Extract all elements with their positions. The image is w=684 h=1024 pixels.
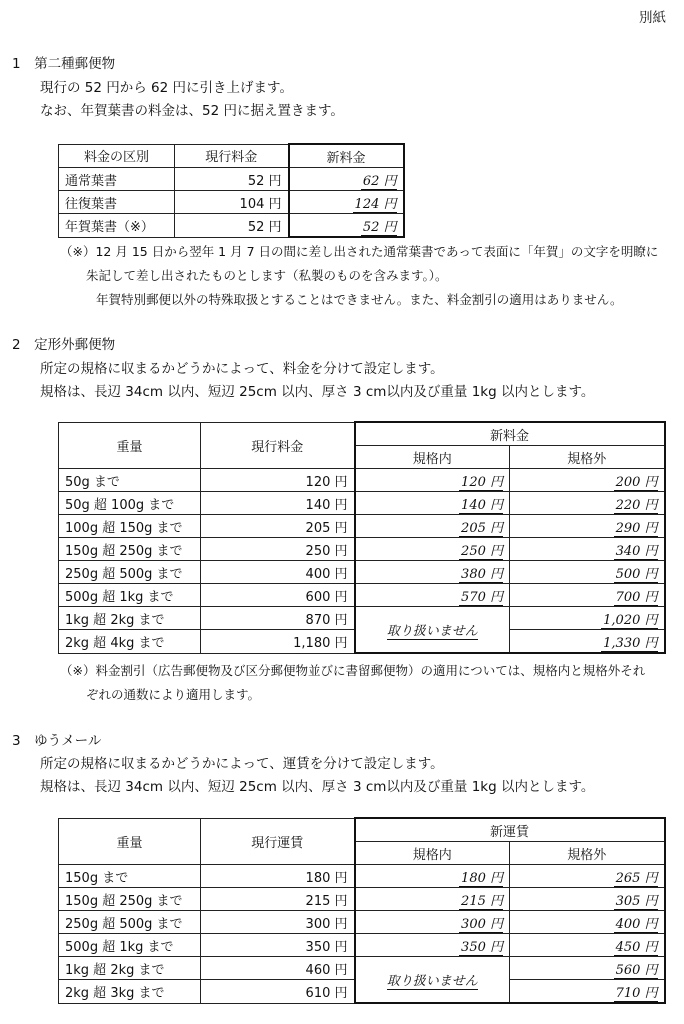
within-rate: 380 円 — [355, 561, 510, 584]
section2-note2: ぞれの通数により適用します。 — [86, 687, 261, 702]
current-rate: 52 円 — [175, 214, 289, 238]
current-rate: 400 円 — [201, 561, 355, 584]
section2-heading: 2 定形外郵便物 — [12, 337, 116, 353]
within-rate: 180 円 — [355, 865, 510, 888]
table-row — [59, 934, 665, 957]
row-label: 年賀葉書（※） — [59, 214, 175, 238]
yu-mail-table — [58, 817, 666, 1004]
row-label: 往復葉書 — [59, 191, 175, 214]
weight-cell: 250g 超 500g まで — [59, 561, 201, 584]
table-row — [59, 168, 404, 191]
table-row — [59, 515, 665, 538]
weight-cell: 500g 超 1kg まで — [59, 934, 201, 957]
current-rate: 460 円 — [201, 957, 355, 980]
table-row — [59, 888, 665, 911]
section3-line1: 所定の規格に収まるかどうかによって、運賃を分けて設定します。 — [40, 756, 444, 772]
new-rate: 52 円 — [289, 214, 404, 238]
current-rate: 610 円 — [201, 980, 355, 1004]
outside-rate: 500 円 — [510, 561, 665, 584]
weight-cell: 250g 超 500g まで — [59, 911, 201, 934]
attachment-label: 別紙 — [639, 10, 666, 26]
table-row — [59, 538, 665, 561]
header-new: 新運賃 — [355, 818, 665, 842]
within-rate: 205 円 — [355, 515, 510, 538]
outside-rate: 265 円 — [510, 865, 665, 888]
within-rate: 350 円 — [355, 934, 510, 957]
table-row — [59, 214, 404, 238]
section2-line1: 所定の規格に収まるかどうかによって、料金を分けて設定します。 — [40, 361, 444, 377]
outside-rate: 710 円 — [510, 980, 665, 1004]
section1-heading: 1 第二種郵便物 — [12, 56, 116, 72]
outside-rate: 340 円 — [510, 538, 665, 561]
table-row — [59, 492, 665, 515]
table-row — [59, 911, 665, 934]
header-outside-standard: 規格外 — [510, 842, 665, 865]
postcard-rate-table — [58, 143, 405, 238]
header-new: 新料金 — [355, 422, 665, 446]
current-rate: 205 円 — [201, 515, 355, 538]
within-rate: 120 円 — [355, 469, 510, 492]
header-weight: 重量 — [59, 818, 201, 865]
outside-rate: 290 円 — [510, 515, 665, 538]
within-rate: 570 円 — [355, 584, 510, 607]
current-rate: 600 円 — [201, 584, 355, 607]
within-rate: 215 円 — [355, 888, 510, 911]
new-rate: 62 円 — [289, 168, 404, 191]
weight-cell: 150g まで — [59, 865, 201, 888]
weight-cell: 150g 超 250g まで — [59, 888, 201, 911]
current-rate: 350 円 — [201, 934, 355, 957]
section2-note1: （※）料金割引（広告郵便物及び区分郵便物並びに書留郵便物）の適用については、規格内と規格外それ — [60, 663, 646, 678]
section1-note2: 朱記して差し出されたものとします（私製のものを含みます。）。 — [86, 268, 448, 283]
weight-cell: 2kg 超 4kg まで — [59, 630, 201, 654]
section1-line1: 現行の 52 円から 62 円に引き上げます。 — [40, 80, 293, 96]
weight-cell: 500g 超 1kg まで — [59, 584, 201, 607]
outside-rate: 220 円 — [510, 492, 665, 515]
new-rate: 124 円 — [289, 191, 404, 214]
table-header-row — [59, 422, 665, 446]
current-rate: 104 円 — [175, 191, 289, 214]
current-rate: 140 円 — [201, 492, 355, 515]
current-rate: 300 円 — [201, 911, 355, 934]
current-rate: 215 円 — [201, 888, 355, 911]
current-rate: 870 円 — [201, 607, 355, 630]
header-weight: 重量 — [59, 422, 201, 469]
weight-cell: 100g 超 150g まで — [59, 515, 201, 538]
outside-rate: 700 円 — [510, 584, 665, 607]
weight-cell: 1kg 超 2kg まで — [59, 957, 201, 980]
outside-rate: 200 円 — [510, 469, 665, 492]
weight-cell: 150g 超 250g まで — [59, 538, 201, 561]
outside-rate: 305 円 — [510, 888, 665, 911]
section2-line2: 規格は、長辺 34cm 以内、短辺 25cm 以内、厚さ 3 cm以内及び重量 1kg 以内とします。 — [40, 384, 595, 400]
header-current: 現行料金 — [201, 422, 355, 469]
table-row — [59, 957, 665, 980]
section3-line2: 規格は、長辺 34cm 以内、短辺 25cm 以内、厚さ 3 cm以内及び重量 1kg 以内とします。 — [40, 779, 595, 795]
header-category: 料金の区別 — [59, 144, 175, 168]
row-label: 通常葉書 — [59, 168, 175, 191]
section1-note1: （※）12 月 15 日から翌年 1 月 7 日の間に差し出された通常葉書であって表面に「年賀」の文字を明瞭に — [60, 244, 659, 259]
section1-line2: なお、年賀葉書の料金は、52 円に据え置きます。 — [40, 103, 344, 119]
within-rate: 250 円 — [355, 538, 510, 561]
outside-rate: 560 円 — [510, 957, 665, 980]
not-handled-cell: 取り扱いません — [355, 957, 510, 1004]
within-rate: 300 円 — [355, 911, 510, 934]
outside-rate: 1,330 円 — [510, 630, 665, 654]
table-row — [59, 469, 665, 492]
table-header-row — [59, 818, 665, 842]
weight-cell: 50g 超 100g まで — [59, 492, 201, 515]
weight-cell: 1kg 超 2kg まで — [59, 607, 201, 630]
outside-rate: 1,020 円 — [510, 607, 665, 630]
header-current: 現行運賃 — [201, 818, 355, 865]
weight-cell: 50g まで — [59, 469, 201, 492]
within-rate: 140 円 — [355, 492, 510, 515]
header-within-standard: 規格内 — [355, 446, 510, 469]
section1-note3: 年賀特別郵便以外の特殊取扱とすることはできません。また、料金割引の適用はありません。 — [96, 292, 623, 307]
table-row — [59, 607, 665, 630]
header-outside-standard: 規格外 — [510, 446, 665, 469]
table-row — [59, 561, 665, 584]
header-current: 現行料金 — [175, 144, 289, 168]
current-rate: 250 円 — [201, 538, 355, 561]
section3-heading: 3 ゆうメール — [12, 733, 102, 749]
table-header-row — [59, 144, 404, 168]
header-new: 新料金 — [289, 144, 404, 168]
table-row — [59, 584, 665, 607]
not-handled-cell: 取り扱いません — [355, 607, 510, 654]
outside-rate: 400 円 — [510, 911, 665, 934]
header-within-standard: 規格内 — [355, 842, 510, 865]
current-rate: 180 円 — [201, 865, 355, 888]
current-rate: 52 円 — [175, 168, 289, 191]
weight-cell: 2kg 超 3kg まで — [59, 980, 201, 1004]
table-row — [59, 865, 665, 888]
outside-rate: 450 円 — [510, 934, 665, 957]
current-rate: 1,180 円 — [201, 630, 355, 654]
current-rate: 120 円 — [201, 469, 355, 492]
table-row — [59, 191, 404, 214]
nonstandard-mail-table — [58, 421, 666, 654]
